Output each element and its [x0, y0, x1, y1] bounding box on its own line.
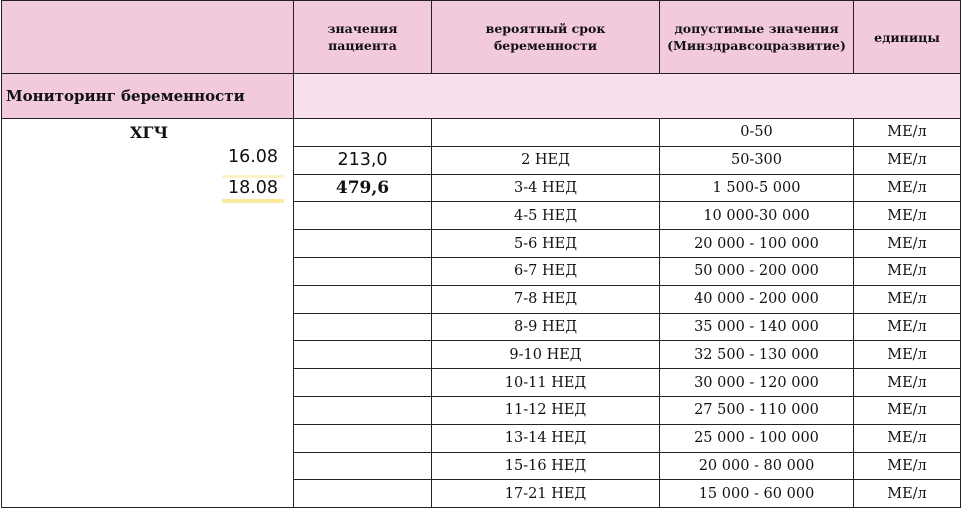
reference-range: 20 000 - 100 000 [660, 230, 854, 258]
patient-value-cell [294, 480, 432, 508]
patient-value-cell [294, 424, 432, 452]
patient-value-cell [294, 230, 432, 258]
hcg-monitoring-table [1, 0, 961, 508]
section-row [2, 74, 961, 119]
gestation-term: 10-11 НЕД [432, 369, 660, 397]
unit: МЕ/л [854, 119, 961, 147]
unit: МЕ/л [854, 230, 961, 258]
header-analyte [2, 1, 294, 74]
gestation-term: 5-6 НЕД [432, 230, 660, 258]
unit: МЕ/л [854, 285, 961, 313]
analyte-name: ХГЧ [130, 123, 169, 142]
reference-range: 50 000 - 200 000 [660, 257, 854, 285]
reference-range: 40 000 - 200 000 [660, 285, 854, 313]
reference-range: 35 000 - 140 000 [660, 313, 854, 341]
table-header-row [2, 1, 961, 74]
patient-value-cell [294, 257, 432, 285]
reference-range: 50-300 [660, 146, 854, 174]
reference-range: 30 000 - 120 000 [660, 369, 854, 397]
gestation-term: 9-10 НЕД [432, 341, 660, 369]
gestation-term: 11-12 НЕД [432, 396, 660, 424]
gestation-term: 4-5 НЕД [432, 202, 660, 230]
table-row [2, 119, 961, 147]
gestation-term: 8-9 НЕД [432, 313, 660, 341]
section-title: Мониторинг беременности [2, 74, 294, 119]
patient-value-cell [294, 452, 432, 480]
unit: МЕ/л [854, 452, 961, 480]
unit: МЕ/л [854, 313, 961, 341]
patient-value-cell [294, 202, 432, 230]
reference-range: 15 000 - 60 000 [660, 480, 854, 508]
patient-value-cell [294, 369, 432, 397]
unit: МЕ/л [854, 174, 961, 202]
unit: МЕ/л [854, 146, 961, 174]
gestation-term: 3-4 НЕД [432, 174, 660, 202]
header-patient-values: значения пациента [294, 1, 432, 74]
patient-value-cell [294, 396, 432, 424]
patient-value-cell [294, 174, 432, 202]
gestation-term: 2 НЕД [432, 146, 660, 174]
gestation-term: 15-16 НЕД [432, 452, 660, 480]
gestation-term: 13-14 НЕД [432, 424, 660, 452]
patient-value-cell [294, 146, 432, 174]
reference-range: 0-50 [660, 119, 854, 147]
reference-range: 25 000 - 100 000 [660, 424, 854, 452]
analyte-cell [2, 119, 294, 508]
reference-range: 32 500 - 130 000 [660, 341, 854, 369]
patient-value-cell [294, 119, 432, 147]
gestation-term [432, 119, 660, 147]
gestation-term: 7-8 НЕД [432, 285, 660, 313]
gestation-term: 17-21 НЕД [432, 480, 660, 508]
unit: МЕ/л [854, 369, 961, 397]
patient-value: 479,6 [335, 177, 390, 198]
unit: МЕ/л [854, 202, 961, 230]
reference-range: 10 000-30 000 [660, 202, 854, 230]
patient-value-cell [294, 313, 432, 341]
unit: МЕ/л [854, 257, 961, 285]
unit: МЕ/л [854, 396, 961, 424]
unit: МЕ/л [854, 480, 961, 508]
unit: МЕ/л [854, 341, 961, 369]
header-reference-range: допустимые значения (Минздравсоцразвитие) [660, 1, 854, 74]
section-fill [294, 74, 961, 119]
patient-value-cell [294, 341, 432, 369]
header-gestation-term: вероятный срок беременности [432, 1, 660, 74]
sample-date-2: 18.08 [222, 175, 284, 203]
reference-range: 1 500-5 000 [660, 174, 854, 202]
patient-value-cell [294, 285, 432, 313]
reference-range: 27 500 - 110 000 [660, 396, 854, 424]
sample-date-1: 16.08 [227, 147, 279, 167]
gestation-term: 6-7 НЕД [432, 257, 660, 285]
header-units: единицы [854, 1, 961, 74]
patient-value: 213,0 [337, 150, 388, 171]
unit: МЕ/л [854, 424, 961, 452]
reference-range: 20 000 - 80 000 [660, 452, 854, 480]
